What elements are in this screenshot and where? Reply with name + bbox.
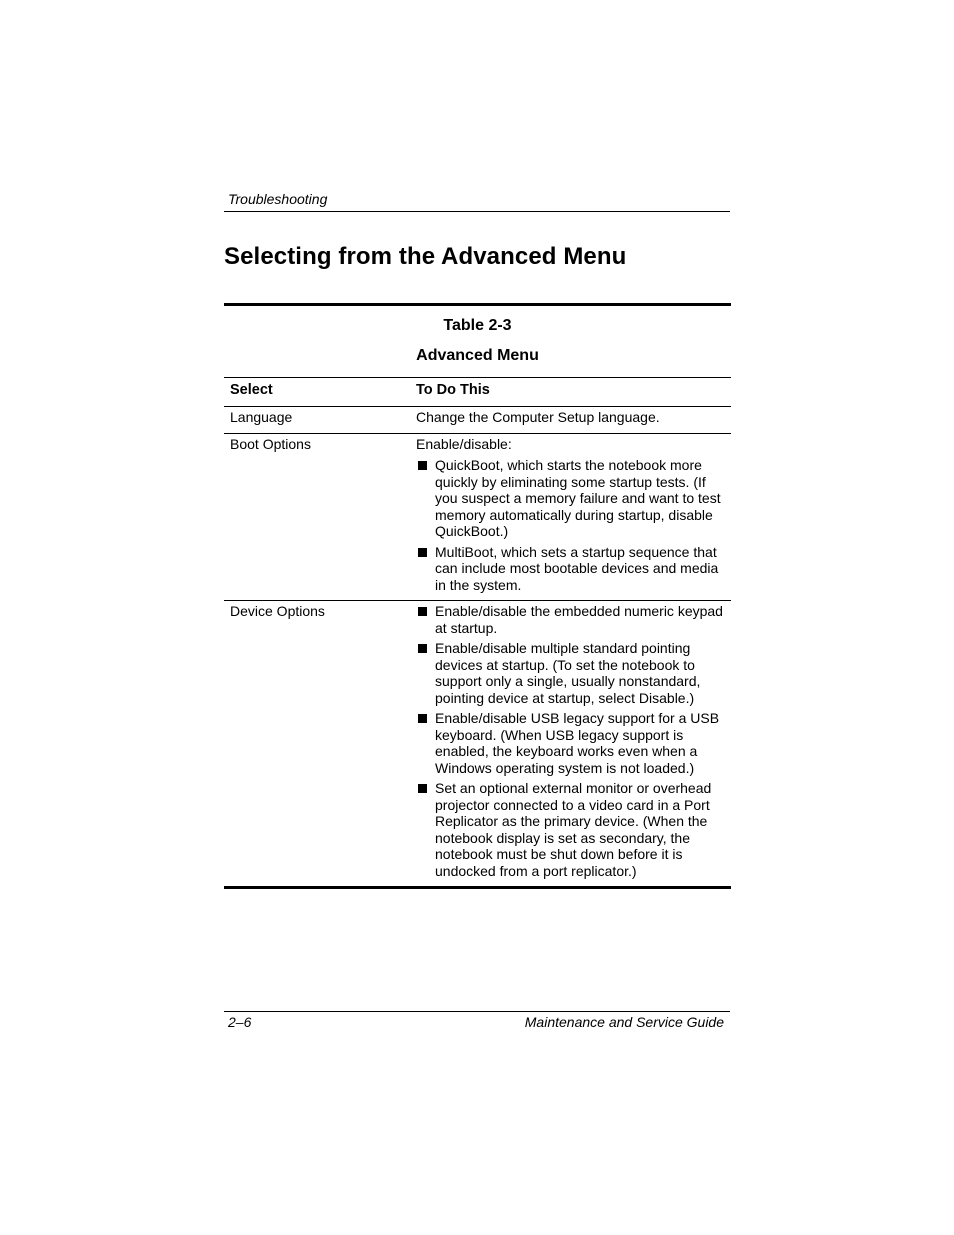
square-bullet-icon (418, 714, 427, 723)
row-select-device-options: Device Options (230, 603, 325, 619)
list-item-text: Enable/disable multiple standard pointing devices at startup. (To set the notebook to support only a single, usually nonstandard, pointing device at startup, select Disable.) (435, 640, 701, 706)
list-item (416, 457, 723, 540)
list-item-text: Set an optional external monitor or overhead projector connected to a video card in a Port Replicator as the primary device. (When the notebook display is set as secondary, the notebook must be shut down before it is undocked from a port replicator.) (435, 780, 712, 879)
row-select-language: Language (224, 407, 416, 434)
menu-table (224, 377, 731, 886)
column-header-select: Select (224, 378, 416, 407)
row-action (416, 601, 731, 887)
header-rule (224, 211, 730, 212)
table-number: Table 2-3 (443, 317, 512, 334)
list-item-text: Enable/disable the embedded numeric keypad at startup. (435, 603, 723, 636)
list-item-text: QuickBoot, which starts the notebook more quickly by eliminating some startup tests. (If you suspect a memory failure and want to test memory automatically during startup, disable QuickBoot.) (435, 457, 721, 539)
list-item (416, 603, 723, 636)
table-header-row (224, 378, 731, 407)
advanced-menu-table (224, 303, 731, 889)
column-header-to-do-this: To Do This (416, 378, 731, 407)
page-title: Selecting from the Advanced Menu (224, 243, 627, 270)
square-bullet-icon (418, 644, 427, 653)
table-row (224, 433, 731, 601)
square-bullet-icon (418, 607, 427, 616)
footer-title: Maintenance and Service Guide (524, 1014, 724, 1030)
footer-rule (224, 1011, 730, 1012)
table-row (224, 601, 731, 887)
row-intro-text: Change the Computer Setup language. (416, 409, 660, 425)
row-action (416, 407, 731, 434)
row-action (416, 433, 731, 601)
list-item-text: MultiBoot, which sets a startup sequence that can include most bootable devices and media in the system. (435, 543, 719, 593)
square-bullet-icon (418, 461, 427, 470)
square-bullet-icon (418, 548, 427, 557)
table-title: Advanced Menu (416, 347, 539, 364)
list-item-text: Enable/disable USB legacy support for a USB keyboard. (When USB legacy support is enabled, the keyboard works even when a Windows operating system is not loaded.) (435, 710, 720, 776)
square-bullet-icon (418, 784, 427, 793)
list-item (416, 780, 723, 879)
list-item (416, 640, 723, 706)
table-row (224, 407, 731, 434)
list-item (416, 544, 723, 594)
running-head: Troubleshooting (228, 191, 328, 207)
row-intro-text: Enable/disable: (416, 435, 512, 452)
page-number: 2–6 (228, 1014, 252, 1030)
row-select-boot-options: Boot Options (224, 433, 416, 601)
list-item (416, 710, 723, 776)
